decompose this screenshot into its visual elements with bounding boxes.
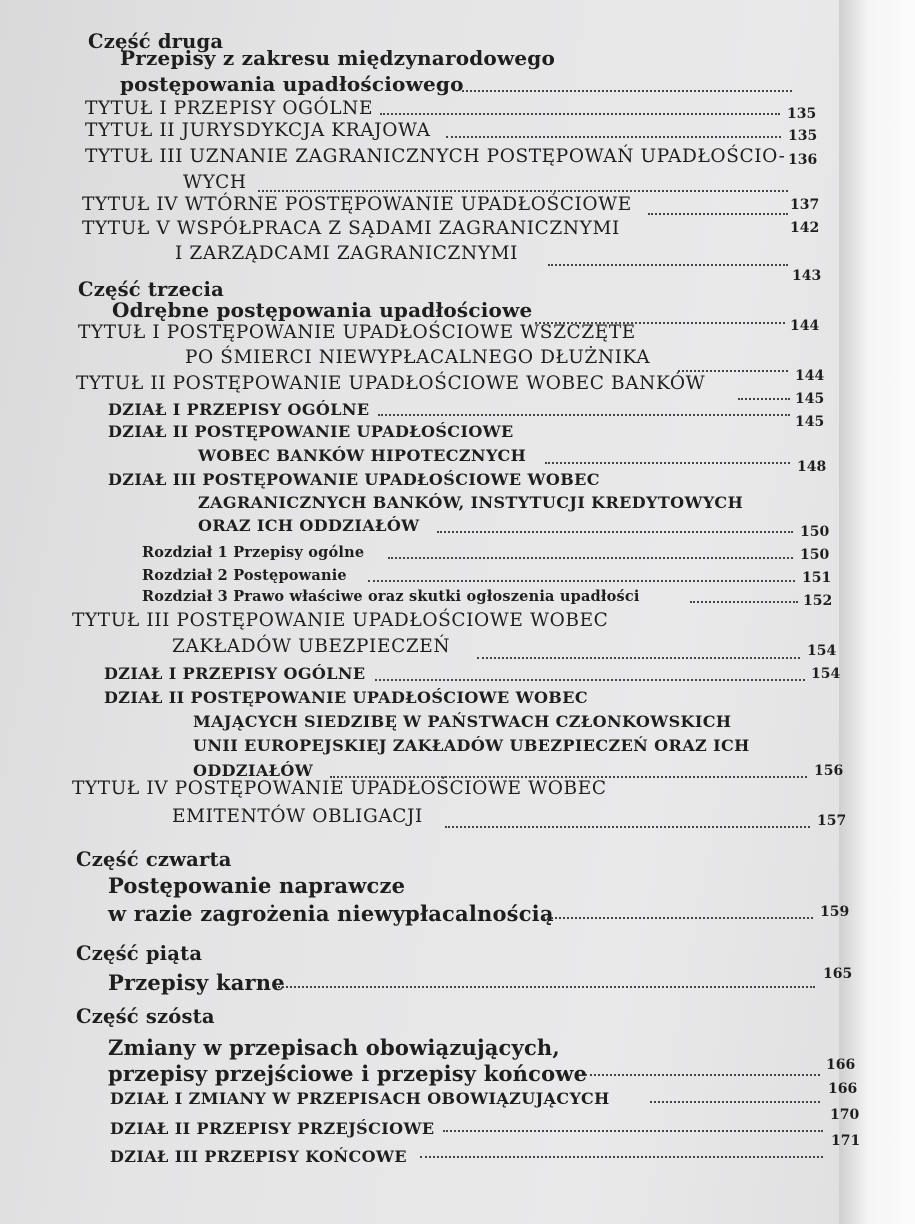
dot-leader <box>648 213 788 215</box>
page-number: 156 <box>814 763 844 779</box>
page-number: 150 <box>800 547 830 563</box>
dot-leader <box>446 136 781 138</box>
toc-entry: DZIAŁ III PRZEPISY KOŃCOWE <box>110 1147 407 1166</box>
part-title: Odrębne postępowania upadłościowe <box>112 298 533 322</box>
toc-entry: Rozdział 2 Postępowanie <box>142 567 347 584</box>
toc-entry: MAJĄCYCH SIEDZIBĘ W PAŃSTWACH CZŁONKOWSKICH <box>193 712 732 731</box>
page-number: 151 <box>802 570 832 586</box>
page-number: 170 <box>830 1107 860 1123</box>
dot-leader <box>543 917 813 919</box>
toc-entry: UNII EUROPEJSKIEJ ZAKŁADÓW UBEZPIECZEŃ ORAZ ICH <box>193 736 750 755</box>
page-number: 150 <box>800 524 830 540</box>
toc-entry: DZIAŁ I PRZEPISY OGÓLNE <box>108 400 370 419</box>
page-number: 137 <box>790 197 820 213</box>
part-title: Przepisy z zakresu międzynarodowego <box>120 46 556 70</box>
dot-leader <box>375 679 805 681</box>
toc-entry: WYCH <box>183 172 247 193</box>
toc-entry: DZIAŁ I ZMIANY W PRZEPISACH OBOWIĄZUJĄCYCH <box>110 1089 610 1108</box>
part-title: przepisy przejściowe i przepisy końcowe <box>108 1061 588 1086</box>
toc-entry: PO ŚMIERCI NIEWYPŁACALNEGO DŁUŻNIKA <box>185 347 651 368</box>
part-title: w razie zagrożenia niewypłacalnością <box>108 901 554 926</box>
dot-leader <box>445 826 810 828</box>
part-title: postępowania upadłościowego <box>120 72 464 96</box>
dot-leader <box>388 557 793 559</box>
page-number: 145 <box>795 414 825 430</box>
toc-entry: Rozdział 1 Przepisy ogólne <box>142 544 365 561</box>
toc-entry: DZIAŁ III POSTĘPOWANIE UPADŁOŚCIOWE WOBEC <box>108 470 600 489</box>
toc-entry: TYTUŁ II JURYSDYKCJA KRAJOWA <box>85 120 431 141</box>
toc-entry: DZIAŁ I PRZEPISY OGÓLNE <box>104 664 366 683</box>
part-heading: Część piąta <box>76 942 203 965</box>
dot-leader <box>650 1101 820 1103</box>
toc-entry: TYTUŁ I POSTĘPOWANIE UPADŁOŚCIOWE WSZCZĘTE <box>78 322 636 343</box>
dot-leader <box>443 1130 823 1132</box>
dot-leader <box>690 601 798 603</box>
toc-entry: TYTUŁ I PRZEPISY OGÓLNE <box>85 98 374 119</box>
dot-leader <box>738 398 790 400</box>
dot-leader <box>420 1156 823 1158</box>
page-number: 159 <box>820 904 850 920</box>
dot-leader <box>477 657 800 659</box>
dot-leader <box>462 90 792 92</box>
toc-entry: I ZARZĄDCAMI ZAGRANICZNYMI <box>175 243 519 264</box>
toc-entry: TYTUŁ III POSTĘPOWANIE UPADŁOŚCIOWE WOBEC <box>72 610 609 631</box>
toc-entry: TYTUŁ V WSPÓŁPRACA Z SĄDAMI ZAGRANICZNYMI <box>82 218 620 239</box>
page-number: 144 <box>790 318 820 334</box>
page-number: 144 <box>795 368 825 384</box>
toc-entry: Rozdział 3 Prawo właściwe oraz skutki ogłoszenia upadłości <box>142 588 640 605</box>
toc-entry: EMITENTÓW OBLIGACJI <box>172 806 423 827</box>
part-title: Zmiany w przepisach obowiązujących, <box>108 1035 560 1060</box>
dot-leader <box>548 264 788 266</box>
dot-leader <box>437 531 793 533</box>
toc-entry: TYTUŁ IV POSTĘPOWANIE UPADŁOŚCIOWE WOBEC <box>72 778 607 799</box>
dot-leader <box>678 370 788 372</box>
part-title: Postępowanie naprawcze <box>108 873 406 898</box>
dot-leader <box>380 113 780 115</box>
part-heading: Część druga <box>88 30 224 53</box>
page-number: 171 <box>831 1133 861 1149</box>
page-number: 148 <box>797 459 827 475</box>
dot-leader <box>368 580 795 582</box>
toc-entry: ZAKŁADÓW UBEZPIECZEŃ <box>172 636 451 657</box>
toc-entry: ORAZ ICH ODDZIAŁÓW <box>198 516 420 535</box>
part-heading: Część czwarta <box>76 848 232 871</box>
toc-entry: TYTUŁ IV WTÓRNE POSTĘPOWANIE UPADŁOŚCIOWE <box>82 194 632 215</box>
dot-leader <box>258 190 788 192</box>
page-number: 165 <box>823 966 853 982</box>
page-number: 154 <box>811 666 841 682</box>
toc-entry: DZIAŁ II POSTĘPOWANIE UPADŁOŚCIOWE <box>108 422 514 441</box>
page-number: 135 <box>787 106 817 122</box>
page-number: 135 <box>788 128 818 144</box>
page-number: 136 <box>788 152 818 168</box>
toc-entry: WOBEC BANKÓW HIPOTECZNYCH <box>198 446 527 465</box>
toc-entry: DZIAŁ II PRZEPISY PRZEJŚCIOWE <box>110 1119 435 1138</box>
page-number: 166 <box>828 1081 858 1097</box>
page-number: 166 <box>826 1057 856 1073</box>
toc-entry: DZIAŁ II POSTĘPOWANIE UPADŁOŚCIOWE WOBEC <box>104 688 588 707</box>
dot-leader <box>378 414 790 416</box>
dot-leader <box>545 462 790 464</box>
page-number: 142 <box>790 220 820 236</box>
part-heading: Część szósta <box>76 1005 215 1028</box>
dot-leader <box>275 986 815 988</box>
page-number: 145 <box>795 391 825 407</box>
toc-entry: ODDZIAŁÓW <box>193 761 314 780</box>
toc-entry: ZAGRANICZNYCH BANKÓW, INSTYTUCJI KREDYTOWYCH <box>198 493 744 512</box>
toc-entry: TYTUŁ III UZNANIE ZAGRANICZNYCH POSTĘPOWAŃ UPADŁOŚCIO- <box>85 146 786 167</box>
page-number: 143 <box>792 268 822 284</box>
page-number: 154 <box>807 643 837 659</box>
part-heading: Część trzecia <box>78 278 224 301</box>
page-number: 152 <box>803 593 833 609</box>
part-title: Przepisy karne <box>108 970 285 995</box>
page-number: 157 <box>817 813 847 829</box>
dot-leader <box>585 1074 820 1076</box>
toc-entry: TYTUŁ II POSTĘPOWANIE UPADŁOŚCIOWE WOBEC BANKÓW <box>76 373 706 394</box>
